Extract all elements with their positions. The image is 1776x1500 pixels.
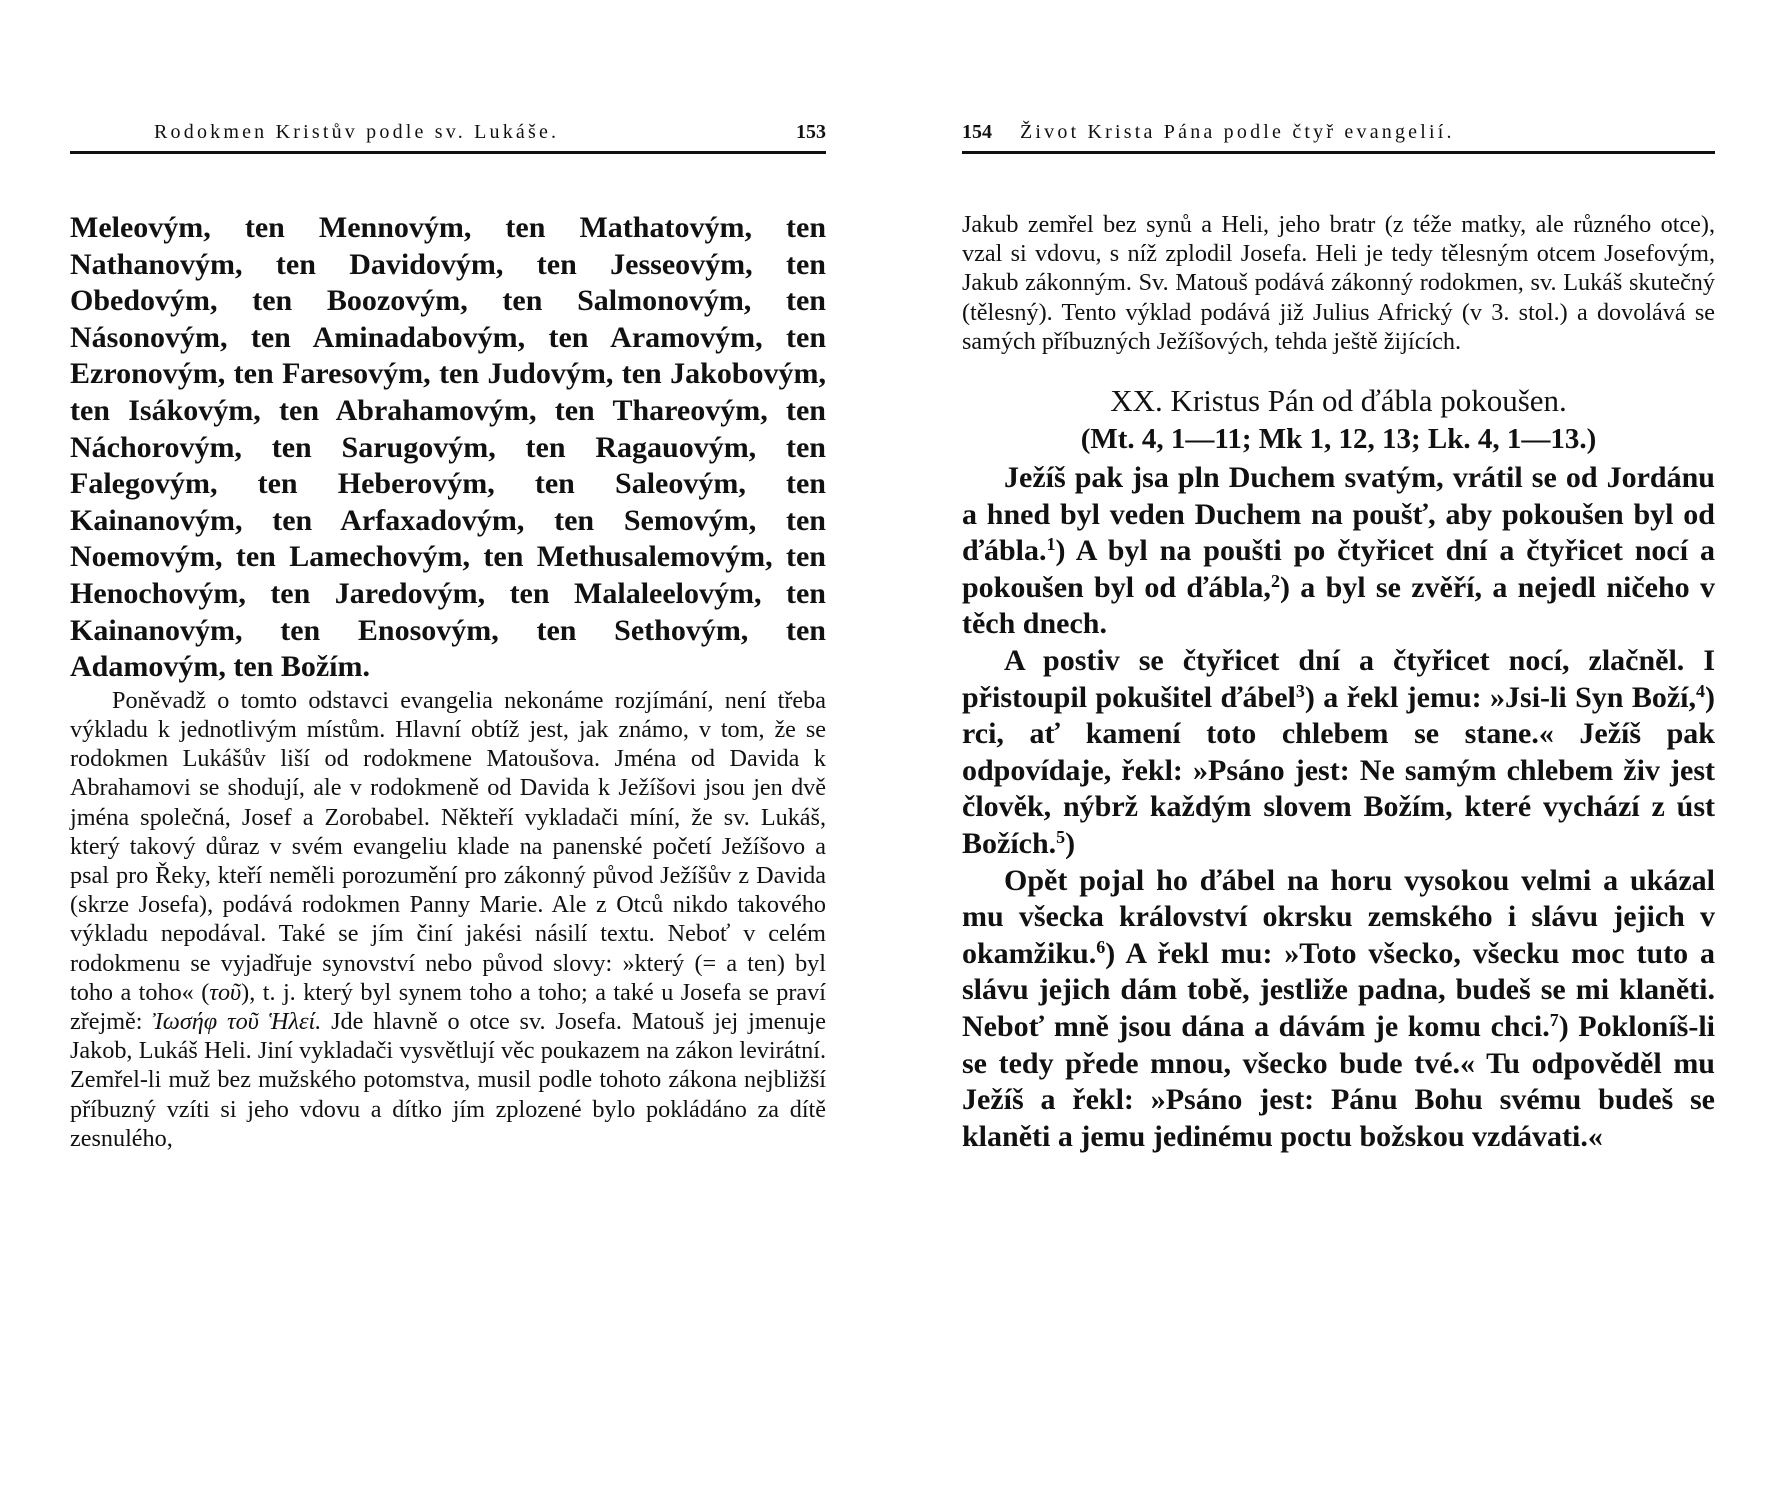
gospel-paragraph-2: [962, 643, 1715, 863]
greek-word-tou: τοῦ: [209, 978, 242, 1006]
footnote-ref-3: 3: [1295, 680, 1305, 701]
p2-text-c: ) rci, ať kamení toto chlebem se stane.« Ježíš pak odpovídaje, řekl: »Psáno jest: Ne samým chlebem živ jest člověk, nýbrž každým slovem Božím, které vychází z úst Božích.: [962, 680, 1715, 860]
footnote-ref-6: 6: [1096, 936, 1106, 957]
p1-text-c: ) a byl se zvěří, a nejedl ničeho v těch dnech.: [962, 570, 1715, 641]
genealogy-paragraph: Meleovým, ten Mennovým, ten Mathatovým, ten Nathanovým, ten Davidovým, ten Jesseovým, ten Obedovým, ten Boozovým, ten Salmonovým, ten Násonovým, ten Aminadabovým, ten Aramovým, ten Ezronovým, ten Faresovým, ten Judovým, ten Jakobovým, ten Isákovým, ten Abrahamovým, ten Thareovým, ten Náchorovým, ten Sarugovým, ten Ragauovým, ten Falegovým, ten Heberovým, ten Saleovým, ten Kainanovým, ten Arfaxadovým, ten Semovým, ten Noemovým, ten Lamechovým, ten Methusalemovým, ten Henochovým, ten Jaredovým, ten Malaleelovým, ten Kainanovým, ten Enosovým, ten Sethovým, ten Adamovým, ten Božím.: [70, 211, 826, 684]
p3-text-c: ) Pokloníš-li se tedy přede mnou, všecko bude tvé.« Tu odpověděl mu Ježíš a řekl: »Psáno jest: Pánu Bohu svému budeš se klaněti a jemu jedinému poctu božskou vzdávati.«: [962, 1009, 1715, 1153]
footnote-ref-7: 7: [1549, 1010, 1559, 1031]
right-page-number: 154: [962, 121, 992, 143]
p2-text-d: ): [1065, 826, 1076, 860]
chapter-references: (Mt. 4, 1—11; Mk 1, 12, 13; Lk. 4, 1—13.): [1080, 423, 1597, 456]
footnote-ref-2: 2: [1270, 570, 1280, 591]
p1-text-b: ) A byl na poušti po čtyřicet dní a čtyřicet nocí a pokoušen byl od ďábla,: [962, 534, 1715, 604]
greek-phrase-josef: Ἰωσήφ τοῦ Ἡλεί.: [152, 1007, 322, 1035]
chapter-title: XX. Kristus Pán od ďábla pokoušen.: [1110, 383, 1567, 419]
right-running-title: Život Krista Pána podle čtyř evangelií.: [1020, 121, 1455, 143]
p3-text-b: ) A řekl mu: »Toto všecko, všecku moc tuto a slávu jejich dám tobě, jestliže padna, budeš se mi klaněti. Neboť mně jsou dána a dávám je komu chci.: [962, 936, 1715, 1043]
left-page-body: [70, 210, 826, 1153]
p1-text-a: Ježíš pak jsa pln Duchem svatým, vrátil se od Jordánu a hned byl veden Duchem na poušť, aby pokoušen byl od ďábla.: [962, 461, 1715, 568]
footnote-ref-5: 5: [1056, 827, 1066, 848]
commentary-part-2: ), t. j. který byl synem toho a toho; a také u Josefa se praví zřejmě:: [70, 978, 826, 1035]
footnote-ref-4: 4: [1696, 680, 1705, 701]
p3-text-a: Opět pojal ho ďábel na horu vysokou velmi a ukázal mu všecka království okrsku zemského i slávu jejich v okamžiku.: [962, 863, 1715, 970]
right-running-head: [962, 117, 1715, 154]
p2-text-a: A postiv se čtyřicet dní a čtyřicet nocí, zlačněl. I přistoupil pokušitel ďábel: [962, 643, 1715, 714]
p2-text-b: ) a řekl jemu: »Jsi-li Syn Boží,: [1304, 680, 1696, 714]
footnote-ref-1: 1: [1046, 534, 1056, 555]
left-running-title: Rodokmen Kristův podle sv. Lukáše.: [154, 121, 560, 143]
gospel-paragraph-1: [962, 460, 1715, 643]
commentary-continuation: Jakub zemřel bez synů a Heli, jeho bratr (z téže matky, ale různého otce), vzal si vdovu, s níž zplodil Josefa. Heli je tedy tělesným otcem Josefovým, Jakub zákonným. Sv. Matouš podává zákonný rodokmen, sv. Lukáš skutečný (tělesný). Tento výklad podává již Julius Africký (v 3. stol.) a dovolává se samých příbuzných Ježíšových, tehda ještě žijících.: [962, 211, 1715, 355]
commentary-paragraph: [70, 686, 826, 1153]
left-running-head: [70, 117, 826, 154]
commentary-part-3: Jde hlavně o otce sv. Josefa. Matouš jej jmenuje Jakob, Lukáš Heli. Jiní vykladači vysvětlují věc poukazem na zákon levirátní. Zemřel-li muž bez mužského potomstva, musil podle tohoto zákona nejbližší příbuzný vzíti si jeho vdovu a dítko jím zplozené bylo pokládáno za dítě zesnulého,: [70, 1007, 827, 1152]
left-page-number: 153: [796, 121, 826, 143]
gospel-paragraph-3: [962, 863, 1715, 1156]
commentary-part-1: Poněvadž o tomto odstavci evangelia nekonáme rozjímání, není třeba výkladu k jednotlivým místům. Hlavní obtíž jest, jak známo, v tom, že se rodokmen Lukášův liší od rodokmene Matoušova. Jména od Davida k Abrahamovi se shodují, ale v rodokmeně od Davida k Ježíšovi jsou jen dvě jména společná, Josef a Zorobabel. Někteří vykladači míní, že sv. Lukáš, který takový důraz v svém evangeliu klade na panenské početí Ježíšovo a psal pro Řeky, kteří neměli porozumění pro zákonný původ Ježíšův z Davida (skrze Josefa), podává rodokmen Panny Marie. Ale z Otců nikdo takového výkladu nepodával. Také se jím činí jakési násilí textu. Neboť v celém rodokmenu se vyjadřuje synovství nebo původ slovy: »který (= a ten) byl toho a toho« (: [70, 686, 826, 1006]
right-page-body: [962, 210, 1715, 1155]
